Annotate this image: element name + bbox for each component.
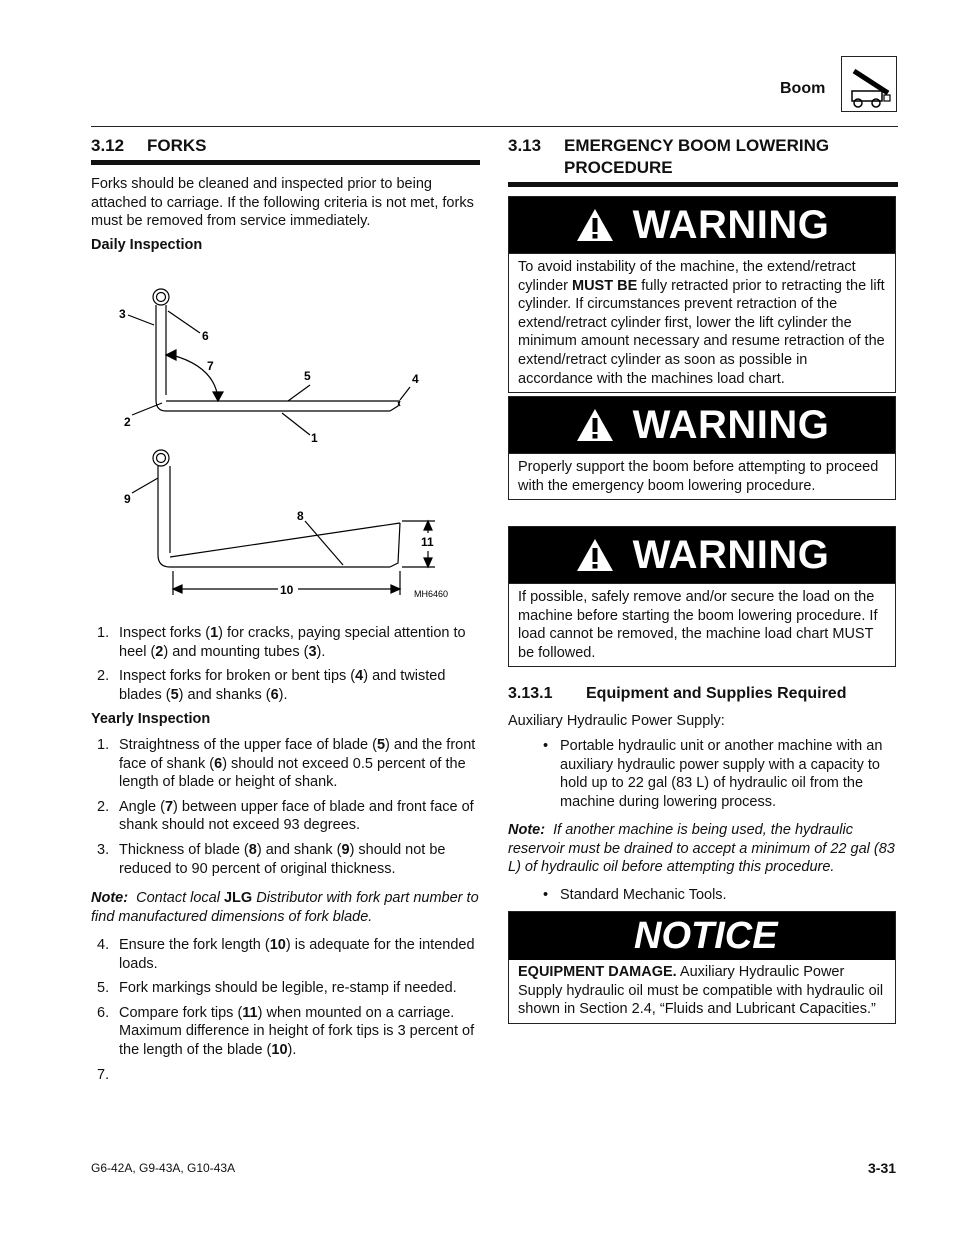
list-item: 4. Ensure the fork length (10) is adequate for the intended loads. xyxy=(97,937,475,972)
notice-header: NOTICE xyxy=(509,912,895,960)
hydraulic-note: Note: If another machine is being used, the hydraulic reservoir must be drained to accept a minimum of 22 gal (83 L) of hydraulic oil before attempting this procedure. xyxy=(508,822,895,876)
warning-triangle-icon xyxy=(575,537,615,573)
fork-label-3: 3 xyxy=(119,307,126,321)
section-rule xyxy=(91,160,480,165)
running-header-title: Boom xyxy=(780,80,826,97)
daily-inspection-heading: Daily Inspection xyxy=(91,237,203,253)
diagram-code: MH6460 xyxy=(414,589,449,599)
fork-label-6: 6 xyxy=(202,329,209,343)
fork-label-10: 10 xyxy=(280,583,294,597)
warning-text: If possible, safely remove and/or secure the load on the machine before starting the boom lowering procedure. If load cannot be removed, the machine load chart MUST be followed. xyxy=(518,589,878,661)
bullet-list-2 xyxy=(508,886,894,905)
subsection-3-13-1-title: 3.13.1 Equipment and Supplies Required xyxy=(508,685,847,702)
warning-header: WARNING xyxy=(509,197,895,254)
header-rule xyxy=(91,126,898,127)
list-item: 2. Inspect forks for broken or bent tips (4) and twisted blades (5) and shanks (6). xyxy=(97,668,446,703)
page-number: 3-31 xyxy=(868,1160,897,1176)
notice-box xyxy=(508,911,896,1024)
section-3-12-title: 3.12 FORKS xyxy=(91,136,207,155)
fork-note: Note: Contact local JLG Distributor with fork part number to find manufactured dimensions of fork blade. xyxy=(91,890,479,925)
list-item: 2. Angle (7) between upper face of blade and front face of shank should not exceed 93 degrees. xyxy=(97,798,474,834)
footer-models: G6-42A, G9-43A, G10-43A xyxy=(91,1161,236,1175)
fork-label-9: 9 xyxy=(124,492,131,506)
list-item: 5. Fork markings should be legible, re-stamp if needed. xyxy=(97,980,457,997)
warning-triangle-icon xyxy=(575,407,615,443)
warning-text: Properly support the boom before attempting to proceed with the emergency boom lowering procedure. xyxy=(518,459,879,494)
daily-steps-list xyxy=(91,624,483,710)
more-steps-list: 4. Ensure the fork length (10) is adequate for the intended loads. 5. Fork markings should be legible, re-stamp if needed. 6. Compare fork tips (11) when mounted on a carriage. Maximum difference in height of fork tips is 3 percent of the length of the blade (10). 7. xyxy=(91,936,483,1066)
yearly-inspection-heading: Yearly Inspection xyxy=(91,711,211,727)
section-3-13-title: 3.13 EMERGENCY BOOM LOWERING PROCEDURE xyxy=(508,136,830,177)
list-item: 6. Compare fork tips (11) when mounted on a carriage. Maximum difference in height of fork tips is 3 percent of the length of the blade (10). xyxy=(97,1004,475,1058)
warning-box-1 xyxy=(508,196,896,393)
fork-diagram xyxy=(110,285,460,605)
yearly-steps-list xyxy=(91,736,483,884)
boom-crane-icon xyxy=(841,56,897,112)
fork-label-2: 2 xyxy=(124,415,131,429)
fork-label-5: 5 xyxy=(304,369,311,383)
list-item: 1. Inspect forks (1) for cracks, paying special attention to heel (2) and mounting tubes (3). xyxy=(97,625,466,660)
warning-box-3 xyxy=(508,526,896,667)
warning-triangle-icon xyxy=(575,207,615,243)
fork-label-4: 4 xyxy=(412,372,419,386)
list-item: • Portable hydraulic unit or another machine with an auxiliary hydraulic power supply with a capacity to hold up to 22 gal (83 L) of hydraulic oil from the machine during lowering process. xyxy=(543,738,883,810)
list-item: 1. Straightness of the upper face of blade (5) and the front face of shank (6) should not exceed 0.5 percent of the length of blade or height of shank. xyxy=(97,737,476,791)
fork-label-11: 11 xyxy=(421,535,434,549)
list-item: • Standard Mechanic Tools. xyxy=(543,887,727,903)
list-item: 3. Thickness of blade (8) and shank (9) should not be reduced to 90 percent of original thickness. xyxy=(97,841,446,877)
notice-text: EQUIPMENT DAMAGE. Auxiliary Hydraulic Power Supply hydraulic oil must be compatible with hydraulic oil shown in Section 2.4, “Fluids and Lubricant Capacities.” xyxy=(518,964,884,1018)
fork-label-7: 7 xyxy=(207,359,214,373)
fork-label-8: 8 xyxy=(297,509,304,523)
warning-box-2 xyxy=(508,396,896,500)
warning-header: WARNING xyxy=(509,527,895,584)
fork-label-1: 1 xyxy=(311,431,318,445)
warning-text: To avoid instability of the machine, the extend/retract cylinder MUST BE fully retracted prior to retracting the lift cylinder. If circumstances prevent retraction of the extend/retract cylinder first, lower the lift cylinder the minimum amount necessary and resume retraction of the extend/retract cylinder as soon as possible in accordance with the machines load chart. xyxy=(518,259,885,387)
section-rule xyxy=(508,182,898,187)
warning-header: WARNING xyxy=(509,397,895,454)
forks-intro: Forks should be cleaned and inspected prior to being attached to carriage. If the following criteria is not met, forks must be removed from service immediately. xyxy=(91,176,474,230)
aux-supply-label: Auxiliary Hydraulic Power Supply: xyxy=(508,713,725,729)
bullet-list-1 xyxy=(508,737,894,811)
